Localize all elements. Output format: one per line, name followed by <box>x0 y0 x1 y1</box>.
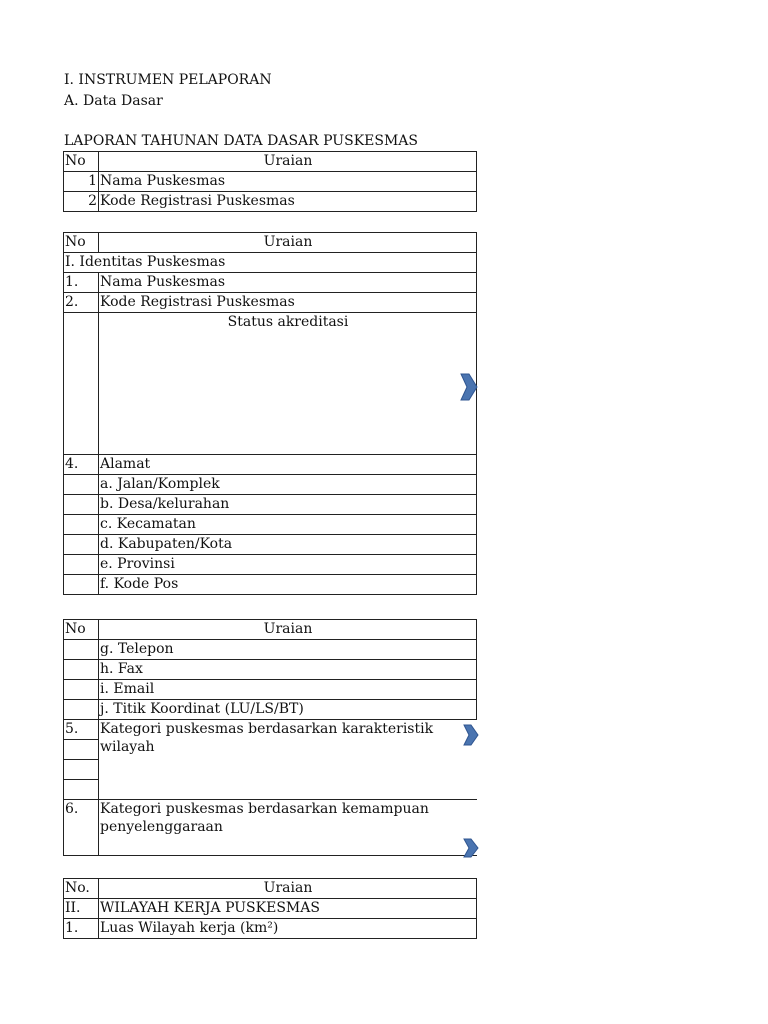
chevron-right-icon <box>462 838 479 858</box>
subsection-heading: A. Data Dasar <box>64 93 163 109</box>
contact-item: j. Titik Koordinat (LU/LS/BT) <box>99 700 477 720</box>
table-row <box>64 555 477 575</box>
table-row <box>64 293 477 313</box>
table-row <box>64 515 477 535</box>
empty-cell <box>64 680 99 700</box>
work-area-table <box>63 878 477 939</box>
row-number: 4. <box>64 455 99 475</box>
table-row <box>64 700 477 720</box>
chevron-shape <box>464 839 478 857</box>
column-header-no: No <box>64 233 99 253</box>
status-akreditasi-label: Status akreditasi <box>99 313 477 455</box>
empty-cell <box>64 760 99 780</box>
address-item: a. Jalan/Komplek <box>99 475 477 495</box>
row-label: Nama Puskesmas <box>99 172 477 192</box>
column-header-uraian: Uraian <box>99 233 477 253</box>
column-header-uraian: Uraian <box>99 620 477 640</box>
empty-cell <box>64 555 99 575</box>
category-karakteristik-label: Kategori puskesmas berdasarkan karakteristik wilayah <box>99 720 477 800</box>
row-label: Luas Wilayah kerja (km²) <box>99 919 477 939</box>
status-row <box>64 313 477 455</box>
empty-cell <box>64 660 99 680</box>
empty-cell <box>64 475 99 495</box>
row-number: 5. <box>64 720 99 740</box>
column-header-uraian: Uraian <box>99 879 477 899</box>
empty-cell <box>64 740 99 760</box>
column-header-no: No. <box>64 879 99 899</box>
contact-category-table <box>63 619 477 856</box>
chevron-right-icon <box>459 373 479 401</box>
table-row <box>64 475 477 495</box>
section-row <box>64 253 477 273</box>
contact-item: i. Email <box>99 680 477 700</box>
category-kemampuan-label: Kategori puskesmas berdasarkan kemampuan penyelenggaraan <box>99 800 477 856</box>
basic-data-table <box>63 151 477 212</box>
section-heading: I. INSTRUMEN PELAPORAN <box>64 72 272 88</box>
address-item: f. Kode Pos <box>99 575 477 595</box>
table-row <box>64 495 477 515</box>
chevron-shape <box>464 725 478 745</box>
table-row <box>64 800 477 820</box>
empty-cell <box>64 780 99 800</box>
report-title: LAPORAN TAHUNAN DATA DASAR PUSKESMAS <box>64 133 419 149</box>
row-label: Alamat <box>99 455 477 475</box>
table-row <box>64 535 477 555</box>
table-row <box>64 455 477 475</box>
row-number: 2. <box>64 293 99 313</box>
table-row <box>64 575 477 595</box>
table-row <box>64 919 477 939</box>
row-number: 1 <box>64 172 99 192</box>
table-row <box>64 192 477 212</box>
table-row <box>64 172 477 192</box>
empty-cell <box>64 515 99 535</box>
empty-cell <box>64 575 99 595</box>
address-item: e. Provinsi <box>99 555 477 575</box>
table-row <box>64 680 477 700</box>
chevron-right-icon <box>462 724 479 746</box>
identity-table <box>63 232 477 595</box>
contact-item: h. Fax <box>99 660 477 680</box>
empty-cell <box>64 819 99 856</box>
table-row <box>64 273 477 293</box>
table-row <box>64 720 477 740</box>
row-number: 1. <box>64 273 99 293</box>
section-row <box>64 899 477 919</box>
row-label: Kode Registrasi Puskesmas <box>99 293 477 313</box>
empty-cell <box>64 535 99 555</box>
row-number: II. <box>64 899 99 919</box>
table-row <box>64 640 477 660</box>
chevron-shape <box>461 374 477 400</box>
table-header-row <box>64 620 477 640</box>
empty-cell <box>64 495 99 515</box>
empty-cell <box>64 313 99 455</box>
row-label: Nama Puskesmas <box>99 273 477 293</box>
row-number: 1. <box>64 919 99 939</box>
empty-cell <box>64 640 99 660</box>
row-label: Kode Registrasi Puskesmas <box>99 192 477 212</box>
table-header-row <box>64 152 477 172</box>
empty-cell <box>64 700 99 720</box>
section-label: I. Identitas Puskesmas <box>64 253 477 273</box>
table-row <box>64 660 477 680</box>
row-number: 2 <box>64 192 99 212</box>
address-item: d. Kabupaten/Kota <box>99 535 477 555</box>
row-number: 6. <box>64 800 99 820</box>
column-header-no: No <box>64 152 99 172</box>
column-header-no: No <box>64 620 99 640</box>
address-item: b. Desa/kelurahan <box>99 495 477 515</box>
table-header-row <box>64 879 477 899</box>
column-header-uraian: Uraian <box>99 152 477 172</box>
table-header-row <box>64 233 477 253</box>
section-label: WILAYAH KERJA PUSKESMAS <box>99 899 477 919</box>
contact-item: g. Telepon <box>99 640 477 660</box>
address-item: c. Kecamatan <box>99 515 477 535</box>
